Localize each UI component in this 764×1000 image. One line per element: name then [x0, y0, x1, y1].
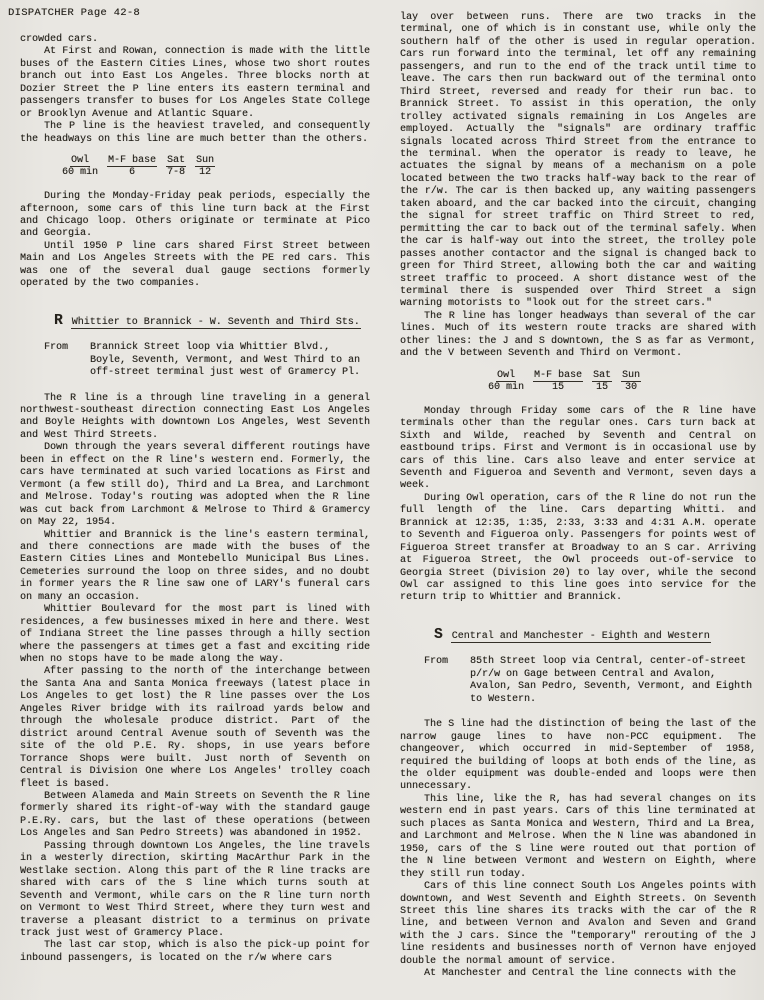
headway-header-label: Sat [167, 155, 186, 167]
headway-header-label: Sun [196, 155, 215, 167]
paragraph: After passing to the north of the interchange between the Santa Ana and Santa Monica freeways (latest place in Los Angeles to get lost) the R line passes over the Los Angeles River bridge with its railroad yards below and through the wholesale produce district. Part of the district around Central Avenue south of Seventh was the site of the old P.E. Ry. shops, in use years before Torrance Shops were built. Just north of Seventh on Central is Division One where Los Angeles' trolley coach fleet is based. [20, 666, 370, 790]
headway-value: 60 min [62, 167, 99, 179]
section-title: Whittier to Brannick - W. Seventh and Third Sts. [71, 316, 360, 328]
headway-header [166, 155, 195, 167]
line-letter: S [434, 626, 443, 643]
headway-header-label: Sat [593, 369, 612, 381]
right-column [400, 12, 756, 981]
paragraph: During the Monday-Friday peak periods, especially the afternoon, some cars of this line turn back at the First and Chicago loop. Others originate or terminate at Pico and Georgia. [20, 191, 370, 240]
paragraph: Down through the years several different routings have been in effect on the R line's western end. Formerly, the cars have terminated at such varied locations as First and Vermont (a few still do), Third and La Brea, and Larchmont and Melrose. Today's routing was adopted when the R line was cut back from Larchmont & Melrose to Third & Gramercy on May 22, 1954. [20, 442, 370, 529]
from-text: 85th Street loop via Central, center-of-street p/r/w on Gage between Central and Avalon, Avalon, San Pedro, Seventh, Vermont, and Eighth to Western. [470, 656, 753, 705]
paragraph: crowded cars. [20, 34, 99, 45]
headway-header-label: M-F base [534, 369, 583, 381]
paragraph: Whittier Boulevard for the most part is lined with residences, a few businesses mixed in here and there. West of Indiana Street the line passes through a hilly section where the passengers at times get a fast and exciting ride when no stops have to be made along the way. [20, 604, 370, 666]
page-header: DISPATCHER Page 42-8 [8, 7, 141, 19]
route-from-block [44, 342, 370, 379]
paragraph: The last car stop, which is also the pick-up point for inbound passengers, is located on the r/w where cars [20, 940, 370, 964]
two-column-layout [20, 12, 756, 981]
headway-header [107, 155, 166, 167]
from-label: From [424, 656, 449, 668]
paragraph: The R line is a through line traveling in a general northwest-southeast direction connecting East Los Angeles and Boyle Heights with downtown Los Angeles, West Seventh and West Third Streets. [20, 392, 370, 441]
section-heading [434, 626, 756, 643]
headway-header [621, 370, 650, 382]
headway-header [592, 370, 621, 382]
headway-value: 7-8 [167, 167, 186, 179]
headway-header [62, 155, 107, 167]
paragraph: The S line had the distinction of being the last of the narrow gauge lines to have non-PCC equipment. The changeover, which occurred in mid-September of 1958, required the building of loops at both ends of the line, as the older equipment was double-ended and loops were then unnecessary. [400, 719, 756, 793]
headway-value: 12 [199, 167, 212, 179]
paragraph: This line, like the R, has had several changes on its western end in past years. Cars of this line terminated at such places as Santa Monica and Western, Third and La Brea, and Larchmont and Melrose. When the N line was abandoned in 1950, cars of the S line were routed out that portion of the N line between Vermont and Western on Eighth, where they still run today. [400, 793, 756, 880]
line-letter: R [54, 312, 63, 329]
headway-value: 6 [129, 167, 136, 179]
headway-header [195, 155, 224, 167]
left-column [20, 12, 370, 981]
paragraph: Between Alameda and Main Streets on Seventh the R line formerly shared its right-of-way with the standard gauge P.E.Ry. cars, but the last of these operations (between Los Angeles and San Pedro Streets) was abandoned in 1952. [20, 791, 370, 840]
headway-value: 30 [625, 381, 638, 393]
paragraph: During Owl operation, cars of the R line do not run the full length of the line. Cars departing Whitti. and Brannick at 12:35, 1:35, 2:33, 3:33 and 4:31 A.M. operate to Seventh and Figueroa only. Passengers for points west of Figueroa Street transfer at Broadway to an S car. Arriving at Figueroa Street, the Owl proceeds out-of-service to Georgia Street (Division 20) to lay over, while the second Owl car assigned to this line goes into service for the return trip to Whittier and Brannick. [400, 492, 756, 604]
headway-header-label: Owl [71, 155, 90, 167]
route-from-block [424, 656, 756, 706]
paragraph: The R line has longer headways than several of the car lines. Much of its western route tracks are shared with other lines: the J and S downtown, the S as far as Vermont, and the V between Seventh and Third on Vermont. [400, 310, 756, 360]
paragraph: Until 1950 P line cars shared First Street between Main and Los Angeles Streets with the PE red cars. This was one of the several dual gauge sections formerly operated by the two companies. [20, 240, 370, 290]
headway-header [488, 370, 533, 382]
paragraph: The P line is the heaviest traveled, and consequently the headways on this line are much better than the others. [20, 121, 370, 145]
headway-value: 60 min [488, 381, 525, 393]
headway-header-label: Sun [622, 369, 641, 381]
section-title: Central and Manchester - Eighth and Western [451, 630, 710, 642]
section-heading [54, 312, 370, 329]
headway-header-label: M-F base [108, 155, 157, 167]
headway-value: 15 [596, 381, 609, 393]
headway-value: 15 [552, 381, 565, 393]
headway-header [533, 370, 592, 382]
paragraph: At Manchester and Central the line connects with the [424, 968, 737, 980]
headway-table [62, 155, 224, 179]
headway-header-label: Owl [497, 369, 516, 381]
from-label: From [44, 342, 69, 354]
paragraph: Monday through Friday some cars of the R line have terminals other than the regular ones. Cars turn back at Sixth and Wilde, reached by Seventh and Central on eastbound trips. First and Vermont is in occasional use by cars of this line. Cars also leave and enter service at Seventh and Figueroa and Seventh and Vermont, seven days a week. [400, 405, 756, 492]
paragraph: Whittier and Brannick is the line's eastern terminal, and there connections are made with the buses of the Eastern Cities Lines and Montebello Municipal Bus Lines. Cemeteries surround the loop on three sides, and no doubt in former years the R line saw one of LARY's funeral cars on many an occasion. [20, 529, 370, 603]
paragraph: lay over between runs. There are two tracks in the terminal, one of which is in constant use, while only the southern half of the other is used in regular operation. Cars run forward into the terminal, let off any remaining passengers, and run to the end of the track until time to leave. The cars then run backward out of the terminal onto Third Street, reversed and ready for their run bac. to Brannick Street. To assist in this operation, the only trolley activated signals remaining in Los Angeles are employed. Actually the "signals" are ordinary traffic signals located across Third Street from the entrance to the terminal. When the operator is ready to leave, he actuates the signal by means of a mechanism on a pole located between the two tracks half-way back to the rear of the r/w. The car is then backed up, any waiting passengers taken aboard, and the car backed into the circuit, changing the signal for street traffic on Third Street to red, permitting the car to back out of the terminal safely. When the car is half-way out into the street, the trolley pole passes another contactor and the signal is changed back to green for Third Street, allowing both the car and waiting street traffic to proceed. A short distance west of the terminal there is suspended over Third Street a sign warning motorists to "look out for the street cars." [400, 12, 756, 310]
paragraph: Cars of this line connect South Los Angeles points with downtown, and West Seventh and Eighth Streets. On Seventh Street this line shares its tracks with the car of the R line, and between Vernon and Avalon and Seven and Grand with the J cars. Since the "temporary" rerouting of the J line residents and businesses north of Vernon have enjoyed double the normal amount of service. [400, 881, 756, 967]
from-text: Brannick Street loop via Whittier Blvd., Boyle, Seventh, Vermont, and West Third to an off-street terminal just west of Gramercy Pl. [90, 342, 361, 379]
headway-table [488, 370, 650, 394]
paragraph: At First and Rowan, connection is made with the little buses of the Eastern Cities Lines, whose two short routes branch out into East Los Angeles. Three blocks north at Dozier Street the P line enters its eastern terminal and passengers transfer to buses for Los Angeles State College or Brooklyn Avenue and Atlantic Square. [20, 46, 370, 120]
paragraph: Passing through downtown Los Angeles, the line travels in a westerly direction, skirting MacArthur Park in the Westlake section. Along this part of the R line tracks are shared with cars of the S line which turns south at Seventh and Vermont, while cars on the R line turn north on Vermont to West Third Street, where they turn west and traverse a pleasant district to a terminus on private track just west of Gramercy Place. [20, 840, 370, 939]
